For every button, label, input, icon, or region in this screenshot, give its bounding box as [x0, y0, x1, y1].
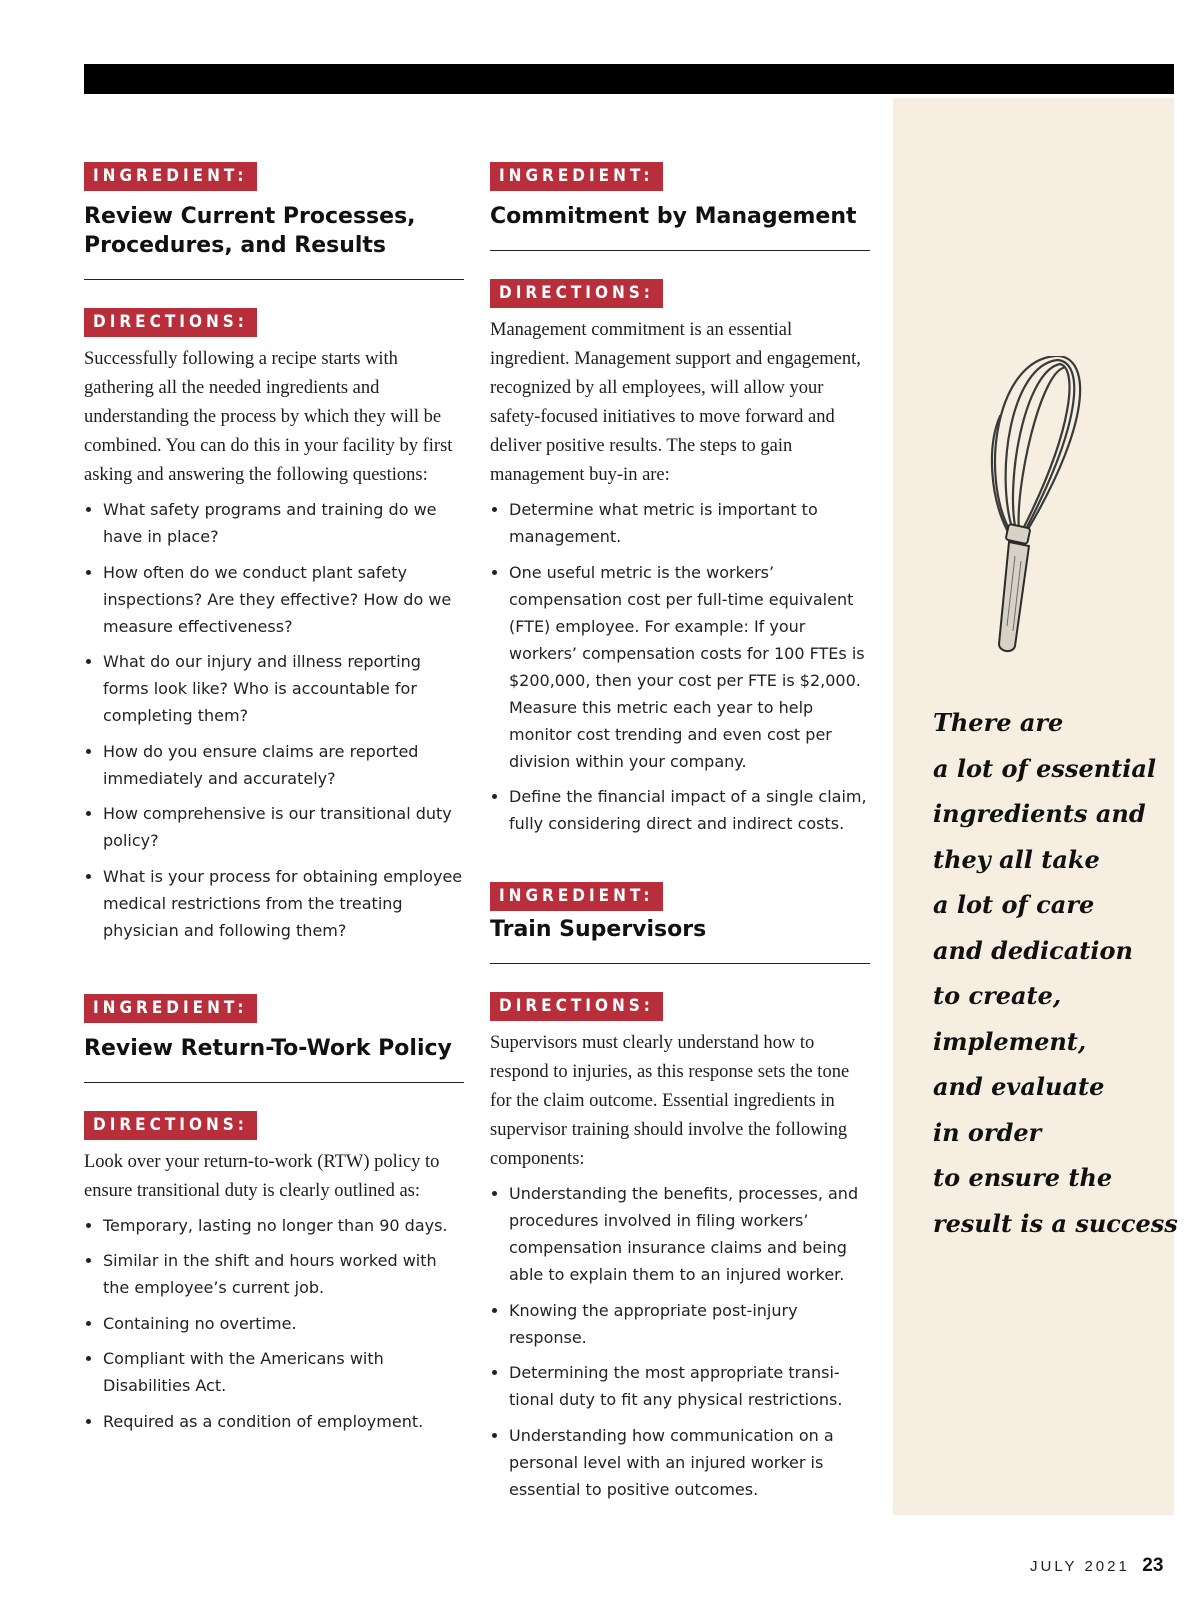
list-item: Temporary, lasting no longer than 90 days. [84, 1212, 464, 1239]
bullet-list [84, 496, 464, 944]
list-item: Required as a condition of employment. [84, 1408, 464, 1435]
divider [490, 963, 870, 964]
quote-line: a lot of essential [933, 753, 1157, 783]
section-body: Management commitment is an essential ingredient. Management support and engagement, recognized by all employees, will allow your safety-focused initiatives to move forward and deliver positive results. The steps to gain management buy-in are: [490, 320, 861, 485]
whisk-icon [985, 356, 1105, 656]
section-supervisors [490, 882, 870, 1503]
list-item: Define the financial impact of a single claim, fully considering direct and indirect costs. [490, 783, 870, 837]
directions-label: DIRECTIONS: [84, 1111, 257, 1140]
quote-line: and dedication [933, 935, 1133, 965]
list-item: What do our injury and illness reporting forms look like? Who is accountable for completing them? [84, 648, 464, 729]
divider [84, 1082, 464, 1083]
section-management [490, 162, 870, 837]
section-title: Commitment by Management [490, 204, 857, 229]
quote-line: result is a success [933, 1208, 1178, 1238]
ingredient-label: INGREDIENT: [84, 162, 257, 191]
ingredient-label: INGREDIENT: [84, 994, 257, 1023]
bullet-list [490, 1180, 870, 1503]
list-item: Determine what metric is important to management. [490, 496, 870, 550]
quote-line: to create, [933, 981, 1062, 1010]
pull-quote [933, 700, 1178, 1246]
page-number: 23 [1142, 1555, 1164, 1576]
list-item: Understanding the benefits, processes, and procedures involved in filing workers’ compensation insurance claims and being able to explain them to an injured worker. [490, 1180, 870, 1288]
list-item: Containing no overtime. [84, 1310, 464, 1337]
quote-line: a lot of care [933, 890, 1095, 919]
list-item: How often do we conduct plant safety inspections? Are they effective? How do we measure effectiveness? [84, 559, 464, 640]
section-title: Train Supervisors [490, 917, 707, 942]
list-item: Determining the most appropriate transi-tional duty to fit any physical restrictions. [490, 1359, 870, 1413]
list-item: What safety programs and training do we have in place? [84, 496, 464, 550]
list-item: Understanding how communication on a personal level with an injured worker is essential to positive outcomes. [490, 1422, 870, 1503]
list-item: One useful metric is the workers’ compensation cost per full-time equivalent (FTE) employee. For example: If your workers’ compensation costs for 100 FTEs is $200,000, then your cost per FTE is $2,000. Measure this metric each year to help monitor cost trending and even cost per division within your company. [490, 559, 870, 775]
list-item: How comprehensive is our transitional duty policy? [84, 800, 464, 854]
quote-line: to ensure the [933, 1163, 1113, 1192]
list-item: How do you ensure claims are reported immediately and accurately? [84, 738, 464, 792]
list-item: Knowing the appropriate post-injury response. [490, 1297, 870, 1351]
list-item: Compliant with the Americans with Disabilities Act. [84, 1345, 464, 1399]
quote-line: in order [933, 1117, 1042, 1147]
directions-label: DIRECTIONS: [490, 279, 663, 308]
quote-line: and evaluate [933, 1072, 1105, 1101]
bullet-list [490, 496, 870, 837]
divider [490, 250, 870, 251]
directions-label: DIRECTIONS: [490, 992, 663, 1021]
section-body: Supervisors must clearly understand how to respond to injuries, as this response sets the tone for the claim outcome. Essential ingredients in supervisor training should involve the following components: [490, 1033, 850, 1169]
page-footer [1030, 1555, 1163, 1577]
issue-date: JULY 2021 [1030, 1558, 1130, 1575]
ingredient-label: INGREDIENT: [490, 162, 663, 191]
list-item: Similar in the shift and hours worked with the employee’s current job. [84, 1247, 464, 1301]
section-body: Look over your return-to-work (RTW) policy to ensure transitional duty is clearly outlined as: [84, 1151, 440, 1201]
section-title: Review Current Processes, Procedures, and Results [84, 204, 416, 258]
quote-line: implement, [933, 1026, 1087, 1056]
bullet-list [84, 1212, 464, 1435]
left-column [84, 162, 464, 1443]
list-item: What is your process for obtaining employee medical restrictions from the treating physician and following them? [84, 863, 464, 944]
top-black-bar [84, 64, 1174, 94]
quote-line: There are [933, 708, 1064, 737]
divider [84, 279, 464, 280]
quote-line: they all take [933, 844, 1100, 874]
section-title: Review Return-To-Work Policy [84, 1035, 452, 1061]
ingredient-label: INGREDIENT: [490, 882, 663, 911]
middle-column [490, 162, 870, 1511]
section-review-processes [84, 162, 464, 944]
section-body: Successfully following a recipe starts with gathering all the needed ingredients and understanding the process by which they will be combined. You can do this in your facility by first asking and answering the following questions: [84, 349, 453, 485]
directions-label: DIRECTIONS: [84, 308, 257, 337]
quote-line: ingredients and [933, 799, 1146, 828]
section-rtw-policy [84, 994, 464, 1435]
